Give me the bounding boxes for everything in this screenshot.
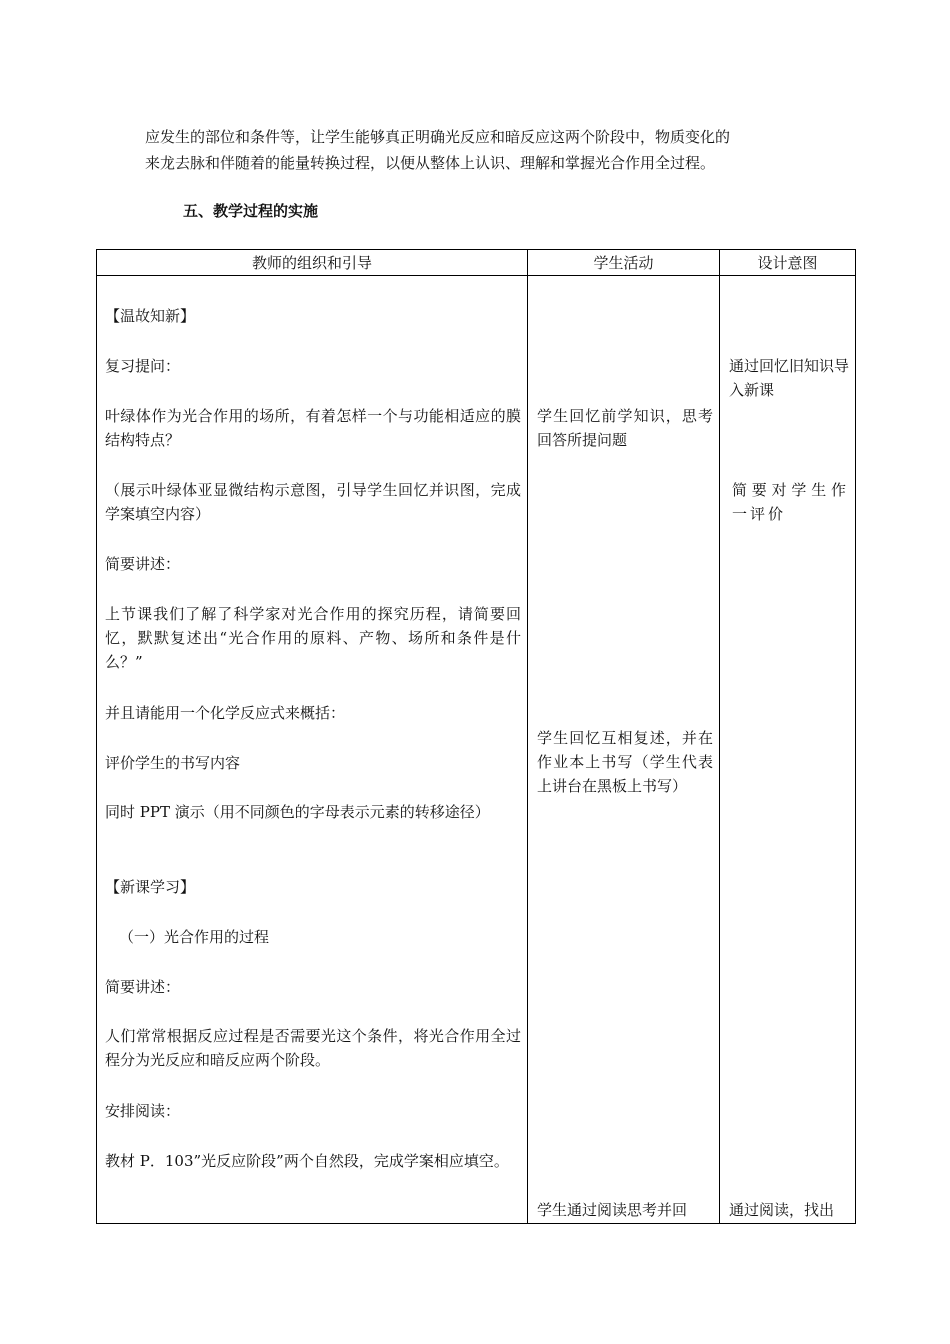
photosynthesis-review-prompt: 上节课我们了解了科学家对光合作用的探究历程，请简要回忆，默默复述出“光合作用的原料、产物、场所和条件是什么？” [105, 605, 521, 671]
textbook-reading-note: 教材 P．103”光反应阶段”两个自然段，完成学案相应填空。 [105, 1152, 509, 1170]
chloroplast-question: 叶绿体作为光合作用的场所，有着怎样一个与功能相适应的膜结构特点？ [105, 407, 521, 449]
student-activity-cell [528, 276, 720, 1224]
intro-line-1: 应发生的部位和条件等，让学生能够真正明确光反应和暗反应这两个阶段中，物质变化的 [145, 128, 731, 146]
brief-lecture-label: 简要讲述： [105, 555, 181, 573]
section-review-label: 【温故知新】 [105, 307, 196, 325]
intro-paragraph [145, 124, 835, 176]
student-activity-retell: 学生回忆互相复述，并在作业本上书写（学生代表上讲台在黑板上书写） [537, 729, 713, 795]
design-intent-reading: 通过阅读，找出 [729, 1201, 835, 1219]
teaching-process-table [96, 249, 856, 1224]
review-question-label: 复习提问： [105, 357, 181, 375]
design-intent-review: 通过回忆旧知识导入新课 [729, 357, 850, 399]
design-intent-cell [720, 276, 856, 1224]
section-new-lesson-label: 【新课学习】 [105, 878, 196, 896]
two-stages-explanation: 人们常常根据反应过程是否需要光这个条件，将光合作用全过程分为光反应和暗反应两个阶段。 [105, 1027, 521, 1069]
reading-assignment-label: 安排阅读： [105, 1102, 181, 1120]
teacher-guidance-cell [97, 276, 528, 1224]
table-row [97, 276, 856, 1224]
header-student-activity: 学生活动 [528, 250, 720, 276]
student-activity-recall: 学生回忆前学知识，思考回答所提问题 [537, 407, 713, 449]
chloroplast-diagram-note: （展示叶绿体亚显微结构示意图，引导学生回忆并识图，完成学案填空内容） [105, 481, 521, 523]
brief-lecture-label-2: 简要讲述： [105, 978, 181, 996]
design-intent-evaluate: 简要对学生作一评价 [732, 481, 849, 523]
header-design-intent: 设计意图 [720, 250, 856, 276]
ppt-demo-note: 同时 PPT 演示（用不同颜色的字母表示元素的转移途径） [105, 803, 490, 821]
subsection-process-title: （一）光合作用的过程 [119, 928, 270, 946]
intro-line-2: 来龙去脉和伴随着的能量转换过程，以便从整体上认识、理解和掌握光合作用全过程。 [145, 154, 716, 172]
section-heading: 五、教学过程的实施 [183, 202, 319, 220]
student-activity-reading: 学生通过阅读思考并回 [537, 1201, 688, 1219]
evaluate-writing-note: 评价学生的书写内容 [105, 754, 241, 772]
header-teacher-guidance: 教师的组织和引导 [97, 250, 528, 276]
table-header-row [97, 250, 856, 276]
chemical-equation-prompt: 并且请能用一个化学反应式来概括： [105, 704, 346, 722]
